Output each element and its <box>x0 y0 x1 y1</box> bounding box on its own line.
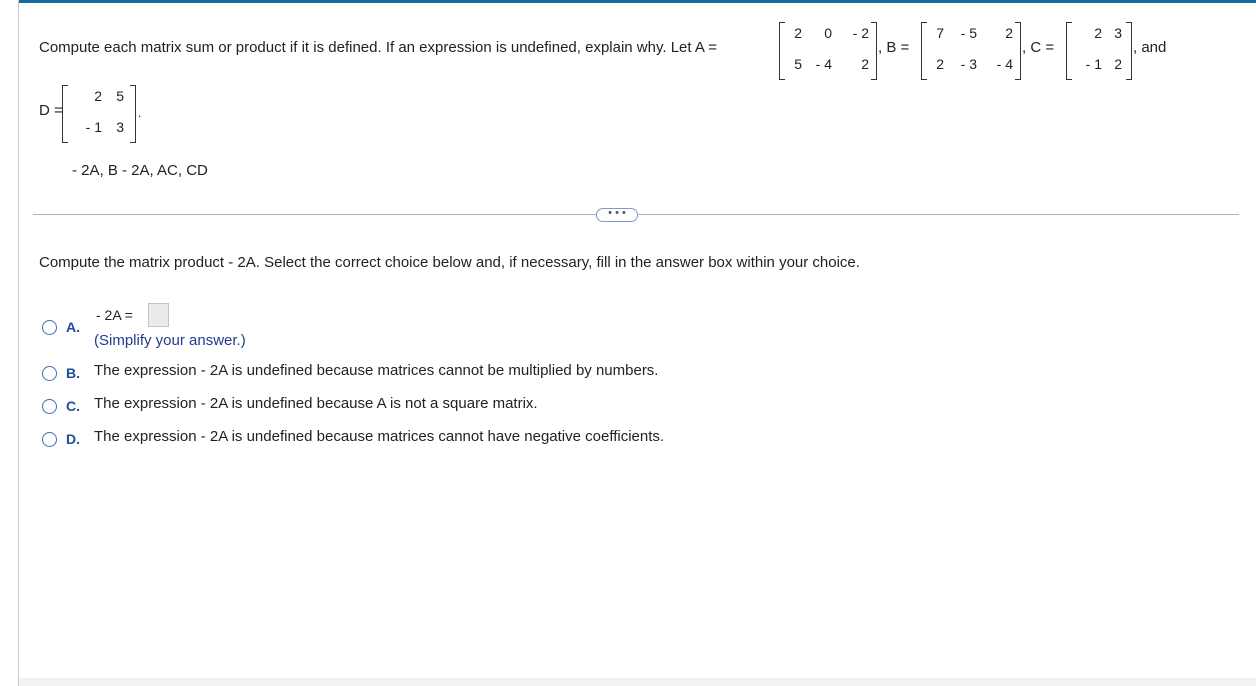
matrix-a-cell: 5 <box>794 56 802 72</box>
choice-d-letter: D. <box>66 431 80 447</box>
matrix-c-cell: - 1 <box>1085 56 1102 72</box>
matrix-a-cell: - 2 <box>852 25 869 41</box>
bracket-right <box>130 85 136 143</box>
matrix-a-cell: 0 <box>824 25 832 41</box>
matrix-b-cell: - 5 <box>960 25 977 41</box>
bracket-right <box>871 22 877 80</box>
choice-b-letter: B. <box>66 365 80 381</box>
bracket-left <box>779 22 785 80</box>
choice-a-radio[interactable] <box>42 320 57 335</box>
choice-d-radio[interactable] <box>42 432 57 447</box>
matrix-a <box>779 22 877 80</box>
label-c: , C = <box>1022 39 1055 56</box>
matrix-d-cell: 5 <box>116 88 124 104</box>
matrix-a-cell: 2 <box>794 25 802 41</box>
bracket-left <box>1066 22 1072 80</box>
matrix-c-cell: 2 <box>1114 56 1122 72</box>
matrix-d-cell: 3 <box>116 119 124 135</box>
matrix-b-cell: 2 <box>936 56 944 72</box>
expression-list: - 2A, B - 2A, AC, CD <box>72 162 208 179</box>
choice-c-radio[interactable] <box>42 399 57 414</box>
answer-input-box[interactable] <box>148 303 169 327</box>
choice-a-label: - 2A = <box>96 307 133 323</box>
bracket-right <box>1015 22 1021 80</box>
choice-c-letter: C. <box>66 398 80 414</box>
part-prompt: Compute the matrix product - 2A. Select the correct choice below and, if necessary, fill in the answer box within your choice. <box>39 254 860 271</box>
matrix-d-period: . <box>138 106 142 120</box>
matrix-b-cell: 7 <box>936 25 944 41</box>
matrix-a-cell: - 4 <box>815 56 832 72</box>
matrix-b-cell: - 4 <box>996 56 1013 72</box>
choice-d-text[interactable]: The expression - 2A is undefined because matrices cannot have negative coefficients. <box>94 428 665 445</box>
left-border <box>18 0 19 686</box>
choice-b-text[interactable]: The expression - 2A is undefined because matrices cannot be multiplied by numbers. <box>94 362 659 379</box>
matrix-c <box>1066 22 1132 80</box>
matrix-a-cell: 2 <box>861 56 869 72</box>
matrix-c-cell: 3 <box>1114 25 1122 41</box>
bracket-right <box>1126 22 1132 80</box>
matrix-b-cell: 2 <box>1005 25 1013 41</box>
question-intro: Compute each matrix sum or product if it is defined. If an expression is undefined, explain why. Let A = <box>39 39 718 56</box>
bracket-left <box>921 22 927 80</box>
and-text: , and <box>1133 39 1167 56</box>
expand-toggle-button[interactable]: • • • <box>596 208 638 222</box>
matrix-d <box>62 85 136 143</box>
label-b: , B = <box>878 39 910 56</box>
bracket-left <box>62 85 68 143</box>
choice-a-letter: A. <box>66 319 80 335</box>
matrix-b-cell: - 3 <box>960 56 977 72</box>
matrix-b <box>921 22 1021 80</box>
choice-a-hint: (Simplify your answer.) <box>94 332 246 349</box>
bottom-band <box>19 678 1256 686</box>
top-accent-bar <box>19 0 1256 3</box>
matrix-c-cell: 2 <box>1094 25 1102 41</box>
choice-c-text[interactable]: The expression - 2A is undefined because A is not a square matrix. <box>94 395 538 412</box>
label-d: D = <box>39 102 63 119</box>
choice-b-radio[interactable] <box>42 366 57 381</box>
matrix-d-cell: 2 <box>94 88 102 104</box>
matrix-d-cell: - 1 <box>85 119 102 135</box>
